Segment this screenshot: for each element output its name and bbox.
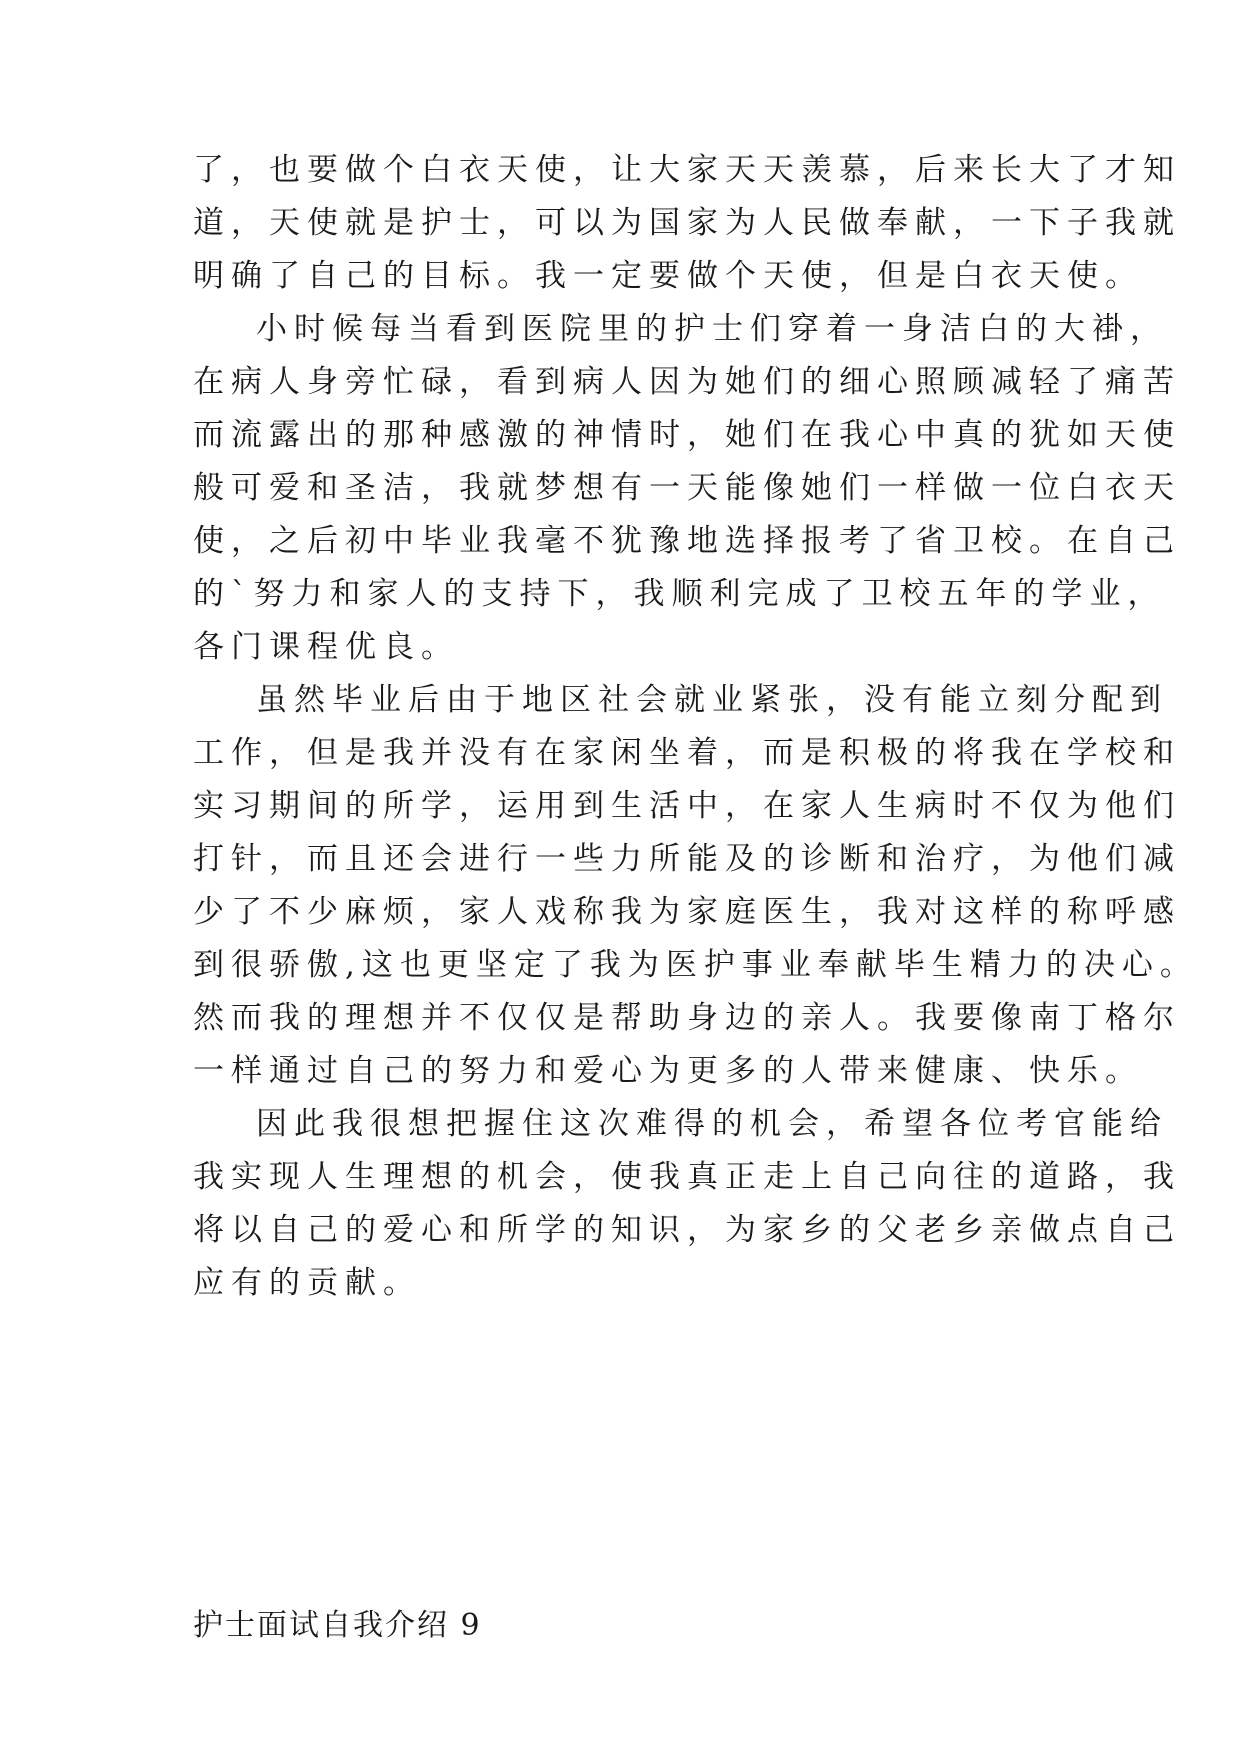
paragraph-3-line-4: 打针，而且还会进行一些力所能及的诊断和治疗，为他们减 bbox=[193, 841, 1181, 877]
paragraph-4-line-4: 应有的贡献。 bbox=[193, 1265, 421, 1301]
paragraph-2-line-6: 的`努力和家人的支持下，我顺利完成了卫校五年的学业， bbox=[193, 576, 1166, 612]
paragraph-1-line-2: 道，天使就是护士，可以为国家为人民做奉献，一下子我就 bbox=[193, 205, 1181, 241]
paragraph-3-line-1: 虽然毕业后由于地区社会就业紧张，没有能立刻分配到 bbox=[256, 682, 1168, 718]
paragraph-3-line-6: 到很骄傲,这也更坚定了我为医护事业奉献毕生精力的决心。 bbox=[193, 947, 1198, 983]
paragraph-4-line-3: 将以自己的爱心和所学的知识，为家乡的父老乡亲做点自己 bbox=[193, 1212, 1181, 1248]
paragraph-4-line-1: 因此我很想把握住这次难得的机会，希望各位考官能给 bbox=[256, 1106, 1168, 1142]
paragraph-4-line-2: 我实现人生理想的机会，使我真正走上自己向往的道路，我 bbox=[193, 1159, 1181, 1195]
paragraph-2-line-2: 在病人身旁忙碌，看到病人因为她们的细心照顾减轻了痛苦 bbox=[193, 364, 1181, 400]
paragraph-2-line-7: 各门课程优良。 bbox=[193, 629, 459, 665]
paragraph-2-line-1: 小时候每当看到医院里的护士们穿着一身洁白的大褂， bbox=[256, 311, 1168, 347]
section-title: 护士面试自我介绍 9 bbox=[193, 1608, 482, 1643]
paragraph-1-line-1: 了，也要做个白衣天使，让大家天天羡慕，后来长大了才知 bbox=[193, 152, 1181, 188]
paragraph-2-line-4: 般可爱和圣洁，我就梦想有一天能像她们一样做一位白衣天 bbox=[193, 470, 1181, 506]
paragraph-3-line-3: 实习期间的所学，运用到生活中，在家人生病时不仅为他们 bbox=[193, 788, 1181, 824]
paragraph-3-line-2: 工作，但是我并没有在家闲坐着，而是积极的将我在学校和 bbox=[193, 735, 1181, 771]
paragraph-3-line-5: 少了不少麻烦，家人戏称我为家庭医生，我对这样的称呼感 bbox=[193, 894, 1181, 930]
paragraph-1-line-3: 明确了自己的目标。我一定要做个天使，但是白衣天使。 bbox=[193, 258, 1143, 294]
paragraph-3-line-7: 然而我的理想并不仅仅是帮助身边的亲人。我要像南丁格尔 bbox=[193, 1000, 1181, 1036]
paragraph-2-line-3: 而流露出的那种感激的神情时，她们在我心中真的犹如天使 bbox=[193, 417, 1181, 453]
paragraph-3-line-8: 一样通过自己的努力和爱心为更多的人带来健康、快乐。 bbox=[193, 1053, 1143, 1089]
paragraph-2-line-5: 使，之后初中毕业我毫不犹豫地选择报考了省卫校。在自己 bbox=[193, 523, 1181, 559]
